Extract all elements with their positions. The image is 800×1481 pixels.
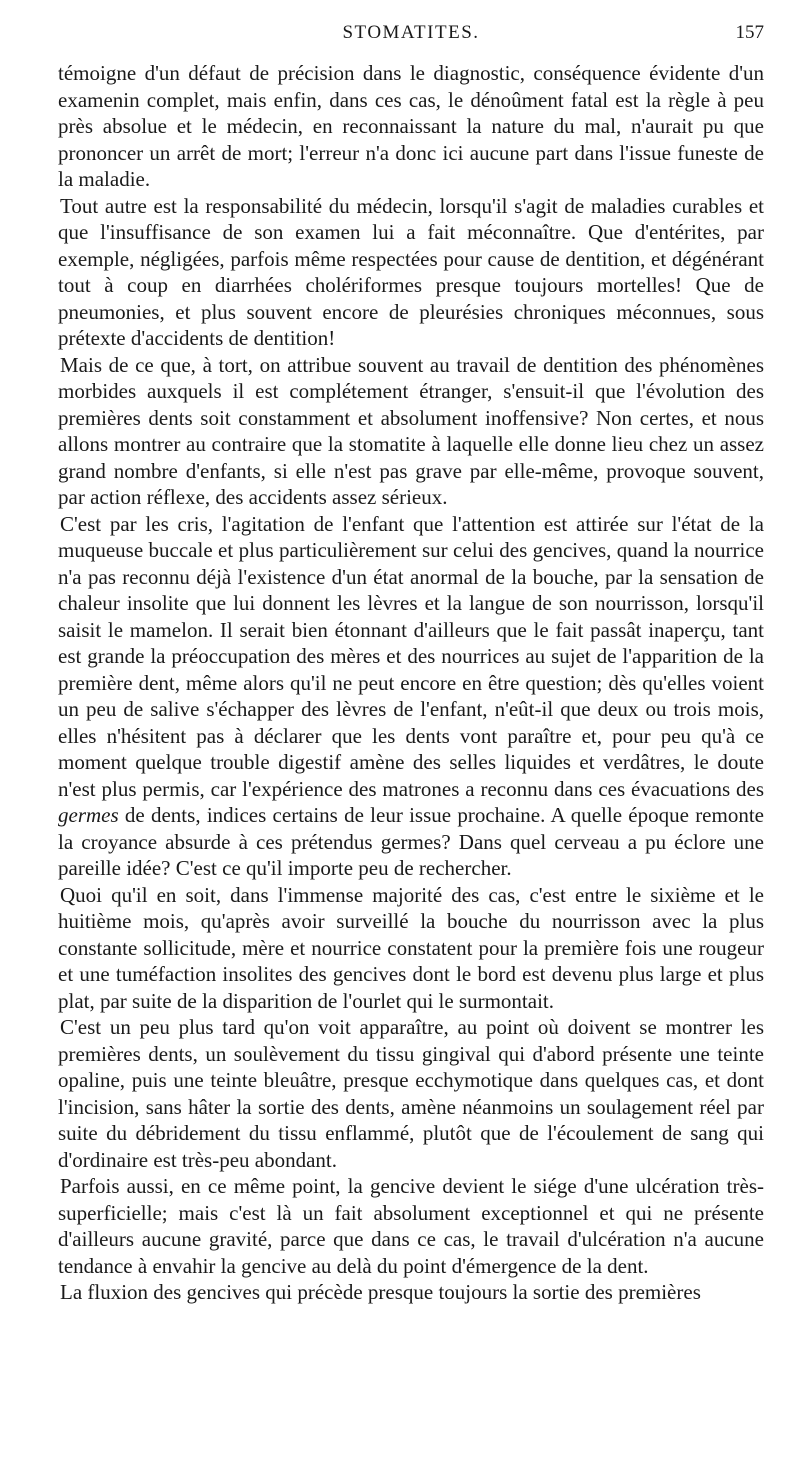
body-text xyxy=(58,60,764,1306)
paragraph-4-italic-word: germes xyxy=(58,803,119,827)
paragraph-1: témoigne d'un défaut de précision dans le diagnostic, conséquence évidente d'un examenin complet, mais enfin, dans ces cas, le dénoûment fatal est la règle à peu près absolue et le médecin, en reconnaissant la nature du mal, n'aurait pu que prononcer un arrêt de mort; l'erreur n'a donc ici aucune part dans l'issue funeste de la maladie. xyxy=(58,61,764,191)
running-head: STOMATITES. xyxy=(342,22,480,43)
page-header xyxy=(58,22,764,52)
page-number: 157 xyxy=(735,22,764,43)
paragraph-4-part-1: C'est par les cris, l'agitation de l'enfant que l'attention est attirée sur l'état de la muqueuse buccale et plus particulièrement sur celui des gencives, quand la nourrice n'a pas reconnu déjà l'existence d'un état anormal de la bouche, par la sensation de chaleur insolite que lui donnent les lèvres et la langue de son nourrisson, lorsqu'il saisit le mamelon. Il serait bien étonnant d'ailleurs que le fait passât inaperçu, tant est grande la préoccupation des mères et des nourrices au sujet de l'apparition de la première dent, même alors qu'il ne peut encore en être question; dès qu'elles voient un peu de salive s'échapper des lèvres de l'enfant, n'eût-il que deux ou trois mois, elles n'hésitent pas à déclarer que les dents vont paraître et, pour peu qu'à ce moment quelque trouble digestif amène des selles liquides et verdâtres, le doute n'est plus permis, car l'expérience des matrones a reconnu dans ces évacuations des xyxy=(58,511,764,801)
paragraph-4 xyxy=(58,511,764,882)
book-page xyxy=(58,22,764,1306)
paragraph-5: Quoi qu'il en soit, dans l'immense majorité des cas, c'est entre le sixième et le huitième mois, qu'après avoir surveillé la bouche du nourrisson avec la plus constante sollicitude, mère et nourrice constatent pour la première fois une rougeur et une tuméfaction insolites des gencives dont le bord est devenu plus large et plus plat, par suite de la disparition de l'ourlet qui le surmontait. xyxy=(58,882,764,1013)
paragraph-2: Tout autre est la responsabilité du médecin, lorsqu'il s'agit de maladies curables et que l'insuffisance de son examen lui a fait méconnaître. Que d'entérites, par exemple, négligées, parfois même respectées pour cause de dentition, et dégénérant tout à coup en diarrhées cholériformes presque toujours mortelles! Que de pneumonies, et plus souvent encore de pleurésies chroniques méconnues, sous prétexte d'accidents de dentition! xyxy=(58,193,764,350)
paragraph-7: Parfois aussi, en ce même point, la gencive devient le siége d'une ulcération très-superficielle; mais c'est là un fait absolument exceptionnel et qui ne présente d'ailleurs aucune gravité, parce que dans ce cas, le travail d'ulcération n'a aucune tendance à envahir la gencive au delà du point d'émergence de la dent. xyxy=(58,1174,764,1278)
paragraph-6: C'est un peu plus tard qu'on voit apparaître, au point où doivent se montrer les premières dents, un soulèvement du tissu gingival qui d'abord présente une teinte opaline, puis une teinte bleuâtre, presque ecchymotique dans quelques cas, et dont l'incision, sans hâter la sortie des dents, amène néanmoins un soulagement réel par suite du débridement du tissu enflammé, plutôt que de l'écoulement de sang qui d'ordinaire est très-peu abondant. xyxy=(58,1015,764,1172)
paragraph-8: La fluxion des gencives qui précède presque toujours la sortie des premières xyxy=(60,1280,701,1304)
paragraph-4-part-2: de dents, indices certains de leur issue prochaine. A quelle époque remonte la croyance absurde à ces prétendus germes? Dans quel cerveau a pu éclore une pareille idée? C'est ce qu'il importe peu de rechercher. xyxy=(58,803,764,880)
paragraph-3: Mais de ce que, à tort, on attribue souvent au travail de dentition des phénomènes morbides auxquels il est complétement étranger, s'ensuit-il que l'évolution des premières dents soit constamment et absolument inoffensive? Non certes, et nous allons montrer au contraire que la stomatite à laquelle elle donne lieu chez un assez grand nombre d'enfants, si elle n'est pas grave par elle-même, provoque souvent, par action réflexe, des accidents assez sérieux. xyxy=(58,352,764,509)
